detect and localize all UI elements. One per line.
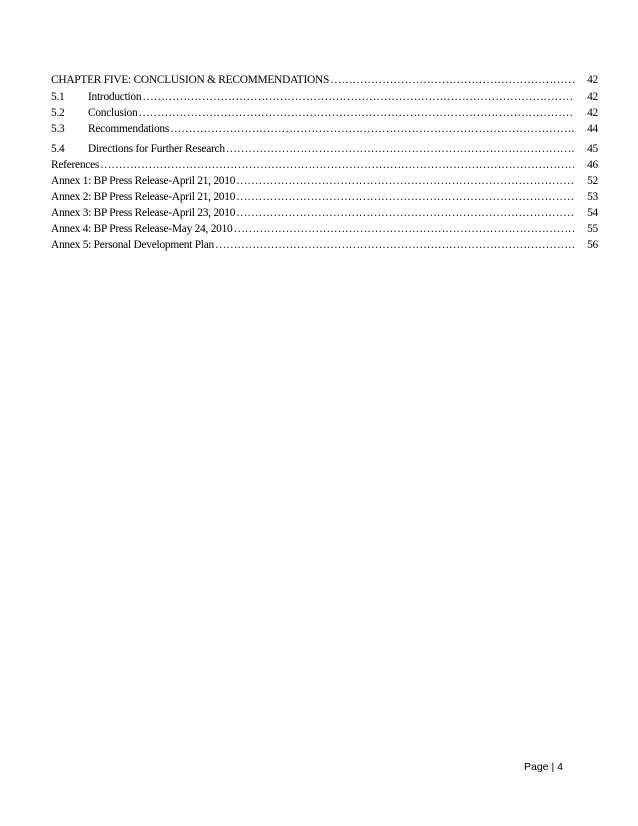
toc-page-number: 42 xyxy=(587,74,598,86)
toc-dot-leader xyxy=(142,89,574,105)
toc-row-chapter-five xyxy=(51,71,598,89)
toc-page-number: 56 xyxy=(587,239,598,251)
toc-row-conclusion xyxy=(51,105,598,121)
toc-page-number: 52 xyxy=(587,175,598,187)
toc-dot-leader xyxy=(170,121,574,137)
toc-page-number: 46 xyxy=(587,159,598,171)
page-number-label: Page | 4 xyxy=(524,761,563,773)
toc-row-annex-1 xyxy=(51,173,598,189)
toc-entry-label: Introduction xyxy=(88,91,142,103)
toc-dot-leader xyxy=(236,189,574,205)
toc-section-number: 5.4 xyxy=(51,143,65,155)
toc-section-number: 5.2 xyxy=(51,107,65,119)
toc-row-references xyxy=(51,157,598,173)
toc-page-number: 53 xyxy=(587,191,598,203)
page-footer xyxy=(524,761,563,773)
toc-page-number: 54 xyxy=(587,207,598,219)
toc-page-number: 42 xyxy=(587,91,598,103)
toc-dot-leader xyxy=(233,221,574,237)
toc-page-number: 44 xyxy=(587,123,598,135)
toc-row-annex-5 xyxy=(51,237,598,253)
toc-dot-leader xyxy=(236,173,574,189)
toc-row-introduction xyxy=(51,89,598,105)
toc-dot-leader xyxy=(138,105,574,121)
toc-dot-leader xyxy=(226,141,574,157)
toc-section-number: 5.1 xyxy=(51,91,65,103)
toc-entry-label: Recommendations xyxy=(88,123,170,135)
toc-entry-label: Conclusion xyxy=(88,107,138,119)
toc-entry-label: Directions for Further Research xyxy=(88,143,225,155)
toc-entry-label: References xyxy=(51,159,100,171)
toc-row-annex-4 xyxy=(51,221,598,237)
toc-entry-label: Annex 2: BP Press Release-April 21, 2010 xyxy=(51,191,236,203)
table-of-contents xyxy=(51,71,598,253)
toc-section-number: 5.3 xyxy=(51,123,65,135)
toc-row-annex-3 xyxy=(51,205,598,221)
toc-row-further-research xyxy=(51,141,598,157)
toc-page-number: 42 xyxy=(587,107,598,119)
toc-entry-label: Annex 4: BP Press Release-May 24, 2010 xyxy=(51,223,233,235)
toc-row-recommendations xyxy=(51,121,598,137)
toc-entry-label: Annex 5: Personal Development Plan xyxy=(51,239,214,251)
toc-dot-leader xyxy=(330,71,574,89)
toc-entry-label: Annex 1: BP Press Release-April 21, 2010 xyxy=(51,175,236,187)
toc-page-number: 45 xyxy=(587,143,598,155)
toc-entry-label: CHAPTER FIVE: CONCLUSION & RECOMMENDATIONS xyxy=(51,74,330,86)
toc-entry-label: Annex 3: BP Press Release-April 23, 2010 xyxy=(51,207,236,219)
toc-page-number: 55 xyxy=(587,223,598,235)
toc-dot-leader xyxy=(100,157,574,173)
toc-row-annex-2 xyxy=(51,189,598,205)
toc-dot-leader xyxy=(215,237,574,253)
toc-dot-leader xyxy=(236,205,574,221)
